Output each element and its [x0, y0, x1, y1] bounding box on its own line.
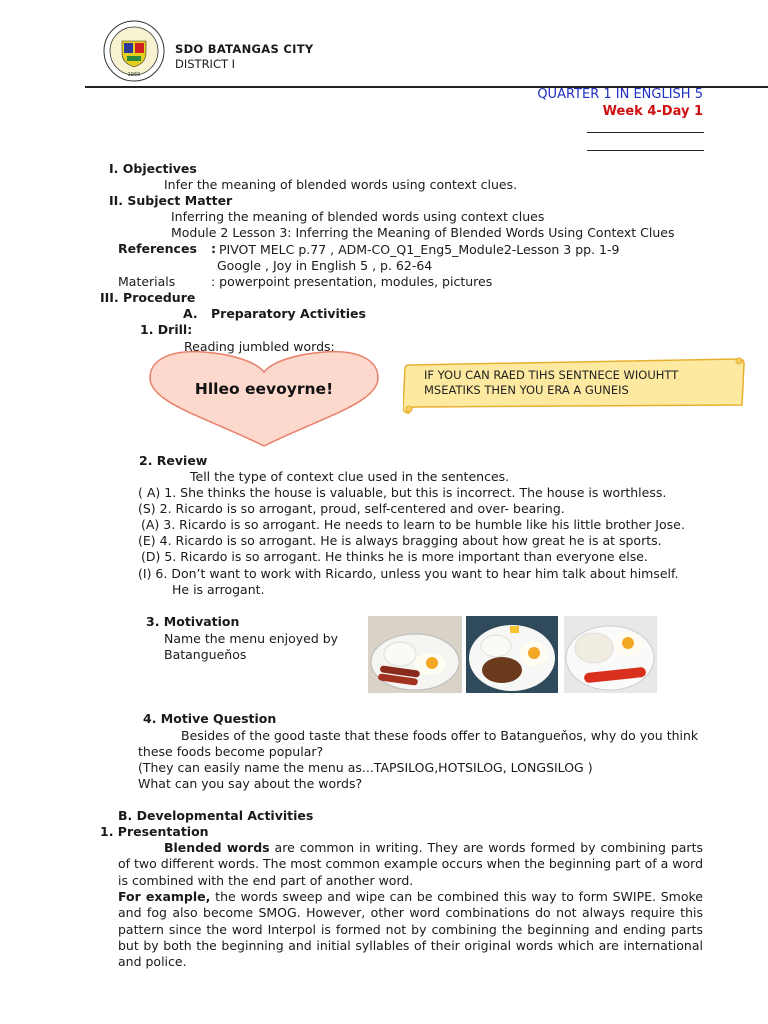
svg-text:1969: 1969: [127, 72, 141, 78]
objectives-text: Infer the meaning of blended words using context clues.: [164, 177, 518, 192]
review-item: (S) 2. Ricardo is so arrogant, proud, self-centered and over- bearing.: [138, 501, 565, 516]
procedure-heading: III. Procedure: [100, 290, 196, 305]
review-item: (E) 4. Ricardo is so arrogant. He is always bragging about how great he is at sports.: [138, 533, 662, 548]
review-item: (A) 3. Ricardo is so arrogant. He needs to learn to be humble like his little brother Jose.: [141, 517, 685, 532]
references-label: References: [118, 241, 197, 256]
paragraph-1-text: are common in writing. They are words formed by combining parts of two different words. The most common example occurs when the beginning part of a word is combined with the end part of another word.: [118, 840, 703, 888]
objectives-heading: I. Objectives: [109, 161, 197, 176]
blank-line-1: [587, 132, 704, 133]
prep-title: Preparatory Activities: [211, 306, 366, 321]
review-item: (D) 5. Ricardo is so arrogant. He thinks he is more important than everyone else.: [141, 549, 648, 564]
paragraph-2-text: the words sweep and wipe can be combined this way to form SWIPE. Smoke and fog also become SMOG. However, other word combinations do not always require this pattern since the word Interpol is formed not by combining the beginning and ending parts but by both the beginning and initial syllables of their original words which are international and police.: [118, 889, 703, 970]
drill-heading: 1. Drill:: [140, 322, 193, 337]
review-item: (I) 6. Don’t want to work with Ricardo, unless you want to hear him talk about himself.: [138, 566, 679, 581]
prep-letter: A.: [183, 306, 198, 321]
blank-line-2: [587, 150, 704, 151]
motivation-line-2: Batangueňos: [164, 647, 247, 662]
week-label: Week 4-Day 1: [602, 104, 703, 119]
heart-shape: [148, 348, 380, 448]
review-instruction: Tell the type of context clue used in the sentences.: [190, 469, 510, 484]
hotsilog-photo: [564, 616, 657, 693]
org-name: SDO BATANGAS CITY: [175, 42, 314, 56]
scroll-line-2: MSEATIKS THEN YOU ERA A GUNEIS: [424, 383, 629, 397]
motive-line-3: (They can easily name the menu as...TAPSILOG,HOTSILOG, LONGSILOG ): [138, 760, 593, 775]
review-item: ( A) 1. She thinks the house is valuable, but this is incorrect. The house is worthless.: [138, 485, 667, 500]
motivation-line-1: Name the menu enjoyed by: [164, 631, 339, 646]
scroll-line-1: IF YOU CAN RAED TIHS SENTNECE WIOUHTT: [424, 368, 679, 382]
subject-line-1: Inferring the meaning of blended words using context clues: [171, 209, 545, 224]
motivation-heading: 3. Motivation: [146, 614, 240, 629]
review-heading: 2. Review: [139, 453, 208, 468]
motive-line-2: these foods become popular?: [138, 744, 324, 759]
presentation-paragraph-1: [118, 840, 703, 889]
longsilog-photo: [368, 616, 462, 693]
subject-line-2: Module 2 Lesson 3: Inferring the Meaning of Blended Words Using Context Clues: [171, 225, 675, 240]
district-name: DISTRICT I: [175, 57, 236, 71]
tapsilog-photo: [466, 616, 558, 693]
materials-label: Materials: [118, 274, 176, 289]
references-line-1: PIVOT MELC p.77 , ADM-CO_Q1_Eng5_Module2-Lesson 3 pp. 1-9: [219, 242, 620, 257]
presentation-paragraph-2: [118, 889, 703, 970]
blended-words-term: Blended words: [164, 840, 270, 855]
heart-jumbled-text: Hlleo eevoyrne!: [194, 380, 334, 398]
subject-matter-heading: II. Subject Matter: [109, 193, 233, 208]
drill-instruction: Reading jumbled words:: [184, 339, 335, 354]
materials-text: : powerpoint presentation, modules, pictures: [211, 274, 493, 289]
motive-line-4: What can you say about the words?: [138, 776, 363, 791]
presentation-heading: 1. Presentation: [100, 824, 209, 839]
review-item-continuation: He is arrogant.: [172, 582, 265, 597]
motive-line-1: Besides of the good taste that these foods offer to Batangueňos, why do you think: [181, 728, 699, 743]
for-example-term: For example,: [118, 889, 211, 904]
references-colon: :: [211, 241, 216, 256]
quarter-label: QUARTER 1 IN ENGLISH 5: [537, 87, 703, 102]
references-line-2: Google , Joy in English 5 , p. 62-64: [217, 258, 433, 273]
school-division-seal-icon: [103, 20, 165, 82]
motive-question-heading: 4. Motive Question: [143, 711, 277, 726]
developmental-heading: B. Developmental Activities: [118, 808, 314, 823]
